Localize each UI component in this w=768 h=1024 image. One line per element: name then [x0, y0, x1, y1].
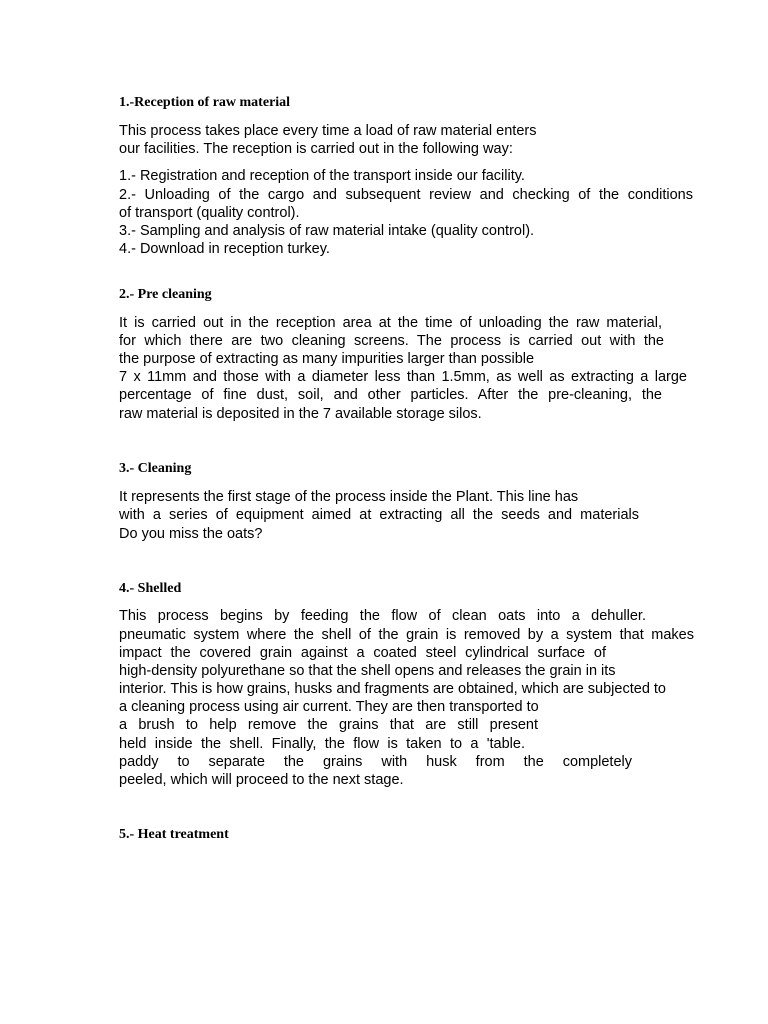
- text-line: peeled, which will proceed to the next stage.: [119, 772, 404, 788]
- text-line: raw material is deposited in the 7 available storage silos.: [119, 406, 482, 422]
- text-line: This process begins by feeding the flow of clean oats into a dehuller.: [119, 608, 646, 624]
- text-line: paddy to separate the grains with husk from the completely: [119, 754, 632, 770]
- list-item: 1.- Registration and reception of the transport inside our facility.: [119, 168, 525, 184]
- text-line: for which there are two cleaning screens. The process is carried out with the: [119, 333, 664, 349]
- text-line: a brush to help remove the grains that are still present: [119, 717, 538, 733]
- section-heading: 5.- Heat treatment: [119, 827, 229, 842]
- list-item: of transport (quality control).: [119, 205, 300, 221]
- section-heading: 2.- Pre cleaning: [119, 287, 212, 302]
- text-line: It represents the first stage of the process inside the Plant. This line has: [119, 489, 579, 505]
- text-line: impact the covered grain against a coated steel cylindrical surface of: [119, 645, 606, 661]
- list-item: 2.- Unloading of the cargo and subsequent review and checking of the conditions: [119, 187, 693, 203]
- text-line: 7 x 11mm and those with a diameter less than 1.5mm, as well as extracting a large: [119, 369, 687, 385]
- text-line: Do you miss the oats?: [119, 526, 263, 542]
- text-line: held inside the shell. Finally, the flow is taken to a 'table.: [119, 736, 525, 752]
- text-line: high-density polyurethane so that the shell opens and releases the grain in its: [119, 663, 616, 679]
- section-heading: 3.- Cleaning: [119, 461, 192, 476]
- text-line: interior. This is how grains, husks and fragments are obtained, which are subjected to: [119, 681, 666, 697]
- text-line: It is carried out in the reception area at the time of unloading the raw material,: [119, 315, 662, 331]
- section-heading: 1.-Reception of raw material: [119, 95, 291, 110]
- text-line: percentage of fine dust, soil, and other particles. After the pre-cleaning, the: [119, 387, 662, 403]
- section-heading: 4.- Shelled: [119, 581, 182, 596]
- text-line: This process takes place every time a load of raw material enters: [119, 123, 537, 139]
- list-item: 3.- Sampling and analysis of raw material intake (quality control).: [119, 223, 535, 239]
- list-item: 4.- Download in reception turkey.: [119, 241, 330, 257]
- text-line: the purpose of extracting as many impurities larger than possible: [119, 351, 535, 367]
- text-line: with a series of equipment aimed at extracting all the seeds and materials: [119, 507, 639, 523]
- text-line: our facilities. The reception is carried out in the following way:: [119, 141, 513, 157]
- text-line: a cleaning process using air current. They are then transported to: [119, 699, 539, 715]
- text-line: pneumatic system where the shell of the grain is removed by a system that makes: [119, 627, 694, 643]
